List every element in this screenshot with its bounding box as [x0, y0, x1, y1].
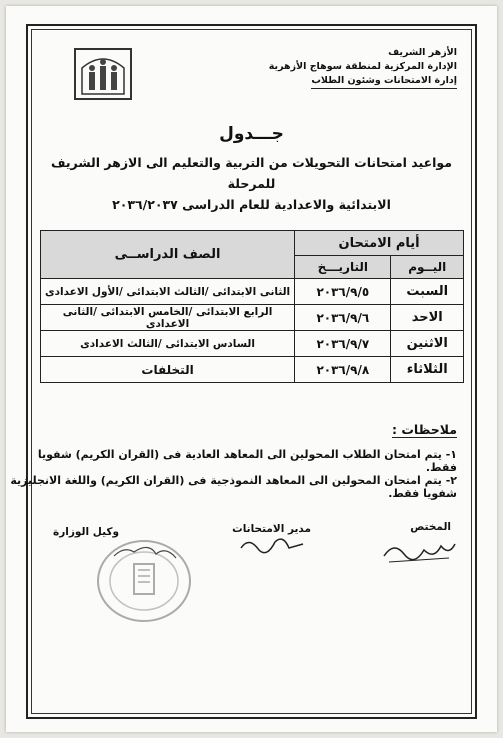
- letterhead-line-2: الإدارة المركزية لمنطقة سوهاج الأزهرية: [268, 61, 457, 72]
- row-date: ٢٠٣٦/٩/٧: [295, 331, 391, 357]
- official-stamp-icon: [94, 536, 194, 626]
- row-date: ٢٠٣٦/٩/٦: [295, 305, 391, 331]
- row-date: ٢٠٣٦/٩/٨: [295, 357, 391, 383]
- note-item-1: ١- يتم امتحان الطلاب المحولين الى المعاهد العادية فى (القران الكريم) شفويا فقط.: [37, 448, 457, 474]
- row-grade: التخلفات: [41, 357, 295, 383]
- row-grade: الرابع الابتدائى /الخامس الابتدائى /الثانى الاعدادى: [41, 305, 295, 331]
- director-signature-icon: [237, 530, 307, 560]
- subtitle-line-1: مواعيد امتحانات التحويلات من التربية والتعليم الى الازهر الشريف للمرحلة: [50, 155, 453, 191]
- signature-deputy-label: وكيل الوزارة: [53, 526, 119, 538]
- exam-days-header: أيام الامتحان: [295, 231, 464, 256]
- document-page: [6, 6, 497, 732]
- letterhead-line-1: الأزهر الشريف: [388, 47, 457, 58]
- page-subtitle: [36, 152, 467, 215]
- row-day: الاحد: [391, 305, 464, 331]
- specialist-signature-icon: [379, 536, 459, 566]
- azhar-logo-icon: [74, 48, 132, 100]
- row-date: ٢٠٣٦/٩/٥: [295, 279, 391, 305]
- row-grade: الثانى الابتدائى /الثالث الابتدائى /الأول الاعدادى: [41, 279, 295, 305]
- subtitle-line-2: الابتدائية والاعدادية للعام الدراسى ٢٠٣٦/٢٠٣٧: [112, 197, 391, 212]
- table-row: [41, 357, 464, 383]
- signature-exams-director-label: مدير الامتحانات: [232, 523, 311, 535]
- note-item-2: ٢- يتم امتحان المحولين الى المعاهد النموذجية فى (القران الكريم) واللغة الانجليزية شفويا فقط.: [10, 474, 457, 500]
- date-header: التاريـــخ: [295, 256, 391, 279]
- table-row: [41, 279, 464, 305]
- table-row: [41, 305, 464, 331]
- letterhead-line-3: إدارة الامتحانات وشئون الطلاب: [311, 74, 457, 89]
- row-day: الاثنين: [391, 331, 464, 357]
- letterhead: [227, 46, 457, 89]
- day-header: اليــوم: [391, 256, 464, 279]
- row-grade: السادس الابتدائى /الثالث الاعدادى: [41, 331, 295, 357]
- row-day: السبت: [391, 279, 464, 305]
- exam-schedule-table: [40, 230, 464, 383]
- notes-title: ملاحظات :: [391, 422, 457, 437]
- signature-specialist-label: المختص: [410, 521, 451, 533]
- grade-header: الصف الدراســى: [41, 231, 295, 279]
- row-day: الثلاثاء: [391, 357, 464, 383]
- page-title: جـــدول: [219, 124, 284, 144]
- table-row: [41, 331, 464, 357]
